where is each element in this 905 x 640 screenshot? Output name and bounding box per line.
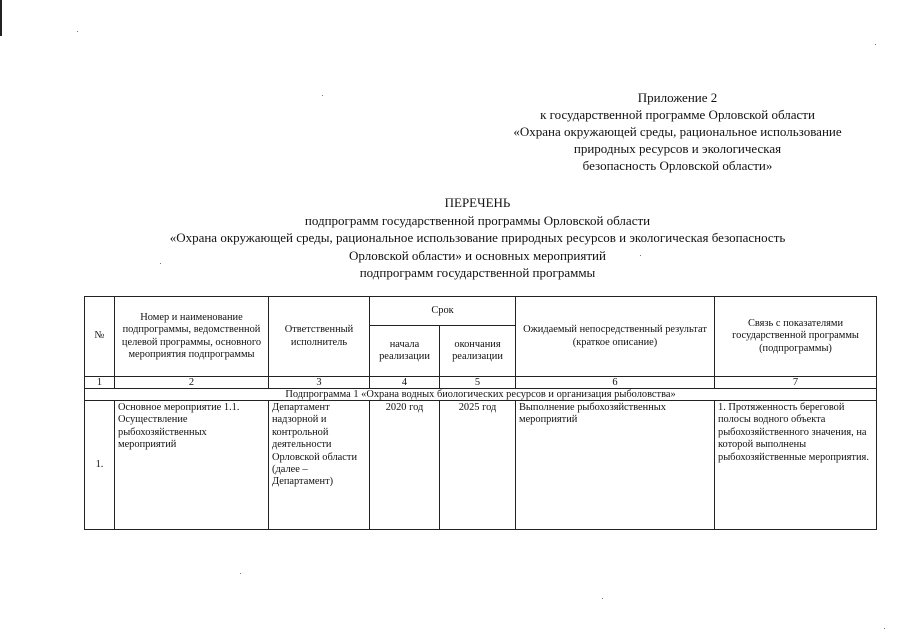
document-heading xyxy=(0,194,905,282)
row-result: Выполнение рыбохозяйственных мероприятий xyxy=(516,401,715,530)
header-link: Связь с показателями государственной программы (подпрограммы) xyxy=(715,297,877,377)
column-number: 5 xyxy=(440,377,516,389)
column-number: 4 xyxy=(370,377,440,389)
row-link: 1. Протяженность береговой полосы водного объекта рыбохозяйственного значения, на которой выполнены рыбохозяйственные мероприятия. xyxy=(715,401,877,530)
header-row xyxy=(85,297,877,326)
heading-line: подпрограмм государственной программы Орловской области xyxy=(304,212,651,228)
column-number: 1 xyxy=(85,377,115,389)
scan-speck xyxy=(602,598,603,599)
row-end: 2025 год xyxy=(440,401,516,530)
appendix-note xyxy=(480,89,875,174)
column-number-row xyxy=(85,377,877,389)
appendix-line: безопасность Орловской области» xyxy=(582,158,773,173)
subprogram-row xyxy=(85,389,877,401)
scan-speck xyxy=(875,44,876,45)
measures-table xyxy=(84,296,877,530)
scan-speck xyxy=(884,628,885,629)
row-number: 1. xyxy=(85,401,115,530)
scan-speck xyxy=(322,95,323,96)
header-term-start: начала реализации xyxy=(370,326,440,377)
row-name: Основное мероприятие 1.1. Осуществление рыбохозяйственных мероприятий xyxy=(115,401,269,530)
header-term: Срок xyxy=(370,297,516,326)
appendix-line: Приложение 2 xyxy=(637,90,718,105)
column-number: 6 xyxy=(516,377,715,389)
scan-speck xyxy=(240,573,241,574)
appendix-line: природных ресурсов и экологическая xyxy=(573,141,782,156)
header-term-end: окончания реализации xyxy=(440,326,516,377)
header-executor: Ответственный исполнитель xyxy=(269,297,370,377)
header-name: Номер и наименование подпрограммы, ведомственной целевой программы, основного мероприятия подпрограммы xyxy=(115,297,269,377)
heading-line: подпрограмм государственной программы xyxy=(359,265,596,280)
heading-line: Орловской области» и основных мероприятий xyxy=(349,247,606,263)
header-number: № xyxy=(85,297,115,377)
heading-line: «Охрана окружающей среды, рациональное использование природных ресурсов и экологическая безопасность xyxy=(169,230,786,245)
table-row xyxy=(85,401,877,530)
document-title: ПЕРЕЧЕНЬ xyxy=(444,195,511,210)
scan-speck xyxy=(77,31,78,32)
scan-speck xyxy=(160,263,161,264)
header-result: Ожидаемый непосредственный результат (краткое описание) xyxy=(516,297,715,377)
row-start: 2020 год xyxy=(370,401,440,530)
column-number: 7 xyxy=(715,377,877,389)
appendix-line: «Охрана окружающей среды, рациональное использование xyxy=(513,124,842,139)
scan-speck xyxy=(640,255,641,256)
subprogram-title: Подпрограмма 1 «Охрана водных биологических ресурсов и организация рыболовства» xyxy=(85,389,877,401)
column-number: 3 xyxy=(269,377,370,389)
column-number: 2 xyxy=(115,377,269,389)
scan-edge-mark xyxy=(0,0,2,36)
appendix-line: к государственной программе Орловской области xyxy=(540,107,815,122)
row-executor: Департамент надзорной и контрольной деятельности Орловской области (далее – Департамент) xyxy=(269,401,370,530)
